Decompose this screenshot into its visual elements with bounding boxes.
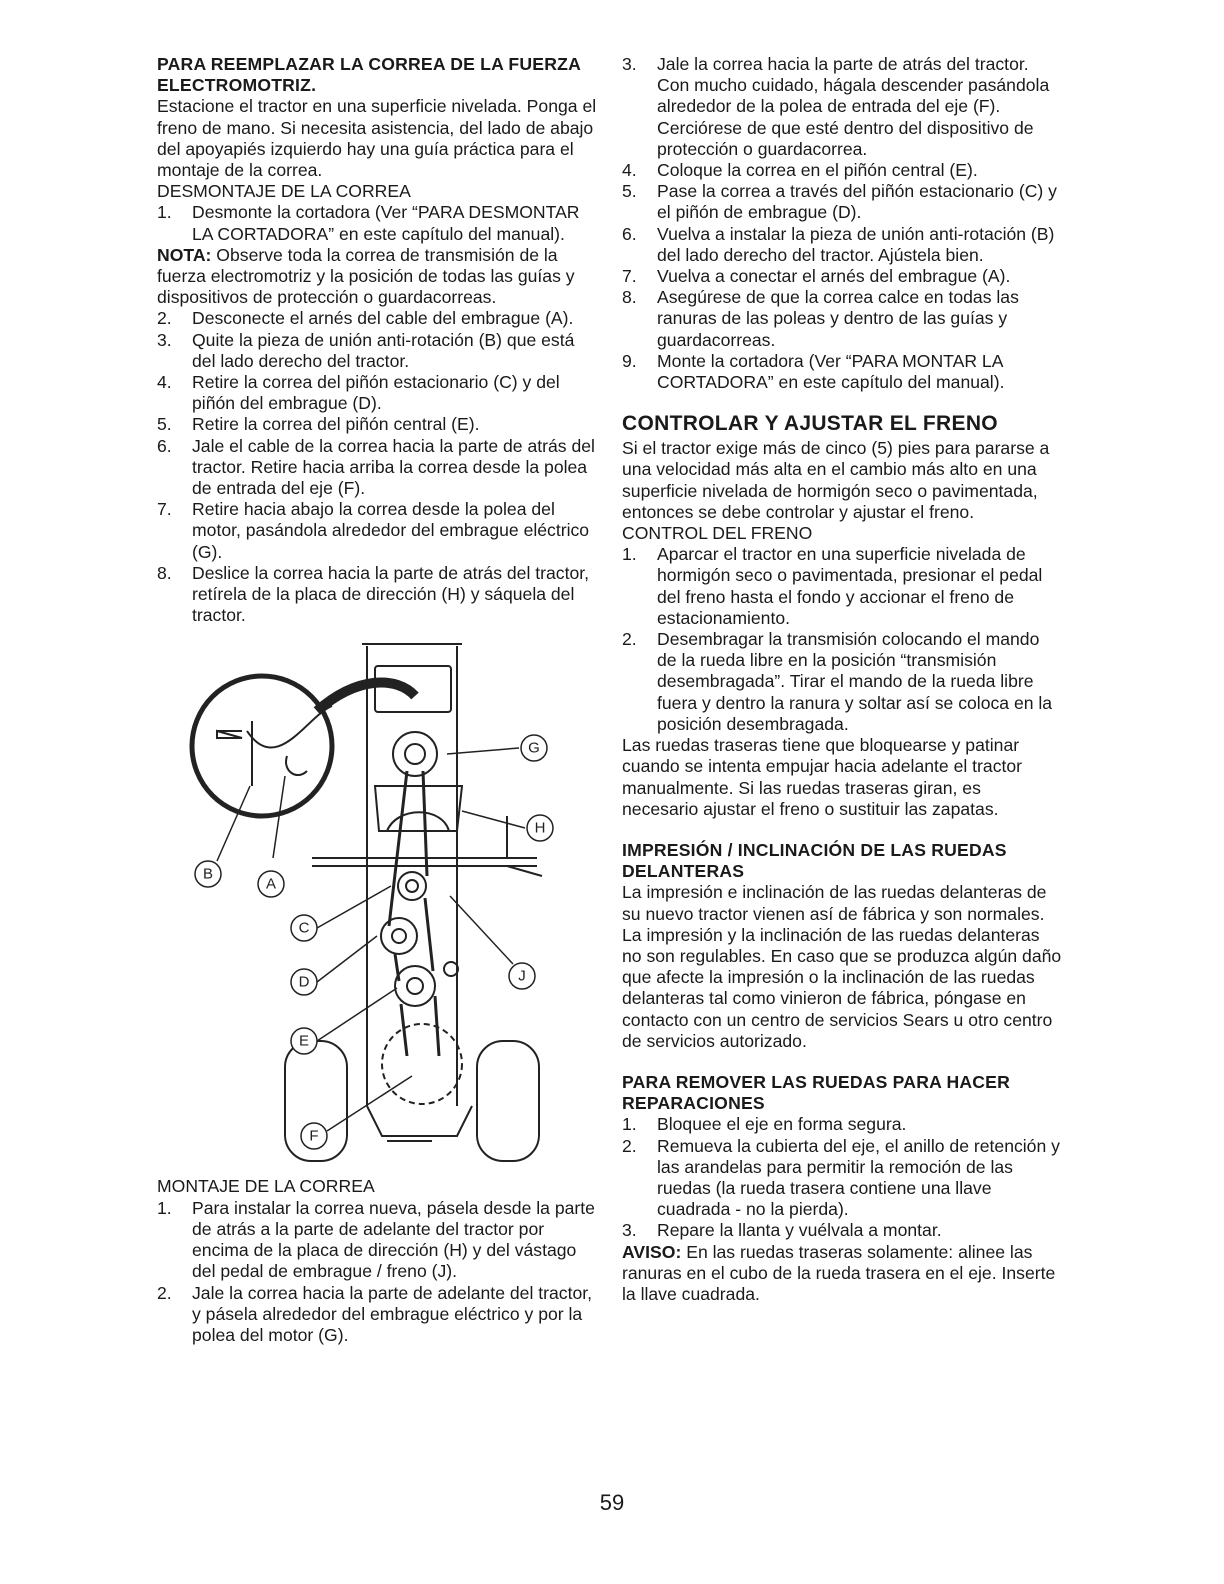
section-heading-camber: IMPRESIÓN / INCLINACIÓN DE LAS RUEDAS DELANTERAS [622,839,1007,882]
belt-routing-diagram [157,636,597,1176]
note-paragraph [157,245,597,309]
brake-step-list [622,544,1062,735]
note-label: NOTA: [157,244,212,265]
subheading-belt-removal: DESMONTAJE DE LA CORREA [157,181,411,202]
label-c: C [298,919,310,937]
removal-step: 3. Quite la pieza de unión anti-rotación (B) que está del lado derecho del tractor. [157,329,575,371]
removal-step: 7. Retire hacia abajo la correa desde la polea del motor, pasándola alrededor del embrague eléctrico (G). [157,499,590,562]
section-heading-replace-belt: PARA REEMPLAZAR LA CORREA DE LA FUERZA ELECTROMOTRIZ. [157,54,581,96]
install-step-list-cont [622,54,1062,393]
note-text: Observe toda la correa de transmisión de la fuerza electromotriz y la posición de todas las guías y dispositivos de protección o guardacorreas. [157,244,575,308]
wheels-step: 2. Remueva la cubierta del eje, el anillo de retención y las arandelas para permitir la remoción de las ruedas (la rueda trasera contiene una llave cuadrada - no la pierda). [622,1135,1060,1220]
subheading-belt-install: MONTAJE DE LA CORREA [157,1176,375,1197]
frame-rails [367,646,457,1106]
install-step: 7. Vuelva a conectar el arnés del embrague (A). [622,266,1011,287]
install-step: 4. Coloque la correa en el piñón central (E). [622,160,978,181]
removal-step-list [157,202,597,244]
right-column [622,54,1062,1305]
label-h: H [534,819,546,837]
install-step: 5. Pase la correa a través del piñón estacionario (C) y el piñón de embrague (D). [622,181,1057,223]
notice-text: En las ruedas traseras solamente: alinee las ranuras en el cubo de la rueda trasera en el eje. Inserte la llave cuadrada. [622,1241,1056,1304]
brake-step: 2. Desembragar la transmisión colocando el mando de la rueda libre en la posición “transmisión desembragada”. Tirar el mando de la rueda libre fuera y dentro la ranura y soltar así se coloca en la posición desembragada. [622,629,1053,734]
install-step: 8. Asegúrese de que la correa calce en todas las ranuras de las poleas y dentro de las guías y guardacorreas. [622,287,1019,350]
install-step-list [157,1198,597,1346]
rear-tire-right [477,1041,539,1161]
install-step: 9. Monte la cortadora (Ver “PARA MONTAR LA CORTADORA” en este capítulo del manual). [622,350,1005,393]
install-step: 6. Vuelva a instalar la pieza de unión anti-rotación (B) del lado derecho del tractor. Ajústela bien. [622,223,1055,265]
brake-intro: Si el tractor exige más de cinco (5) pies para pararse a una velocidad más alta en el cambio más alto en una superficie nivelada de hormigón seco o pavimentada, entonces se debe controlar y ajustar el freno. [622,438,1050,522]
clutch-pulley [381,918,417,954]
install-step: 3. Jale la correa hacia la parte de atrás del tractor. Con mucho cuidado, hágala descender pasándola alrededor de la polea de entrada del eje (F). Cerciórese de que esté dentro del dispositivo de protección o guardacorrea. [622,54,1050,159]
removal-step: 4. Retire la correa del piñón estacionario (C) y del piñón del embrague (D). [157,372,560,414]
center-pulley [395,966,435,1006]
notice-paragraph [622,1242,1062,1306]
replace-belt-intro: Estacione el tractor en una superficie nivelada. Ponga el freno de mano. Si necesita asistencia, del lado de abajo del apoyapiés izquierdo hay una guía práctica para el montaje de la correa. [157,96,597,181]
label-f: F [309,1127,319,1145]
engine-pulley [393,732,437,776]
wheels-step: 3. Repare la llanta y vuélvala a montar. [622,1220,942,1241]
removal-step: 8. Deslice la correa hacia la parte de atrás del tractor, retírela de la placa de dirección (H) y sáquela del tractor. [157,562,590,626]
label-a: A [265,875,277,893]
removal-step-list-cont [157,308,597,626]
notice-label: AVISO: [622,1241,682,1262]
brake-rod [312,858,537,866]
section-heading-wheels: PARA REMOVER LAS RUEDAS PARA HACER REPARACIONES [622,1071,1011,1114]
brake-outro: Las ruedas traseras tiene que bloquearse y patinar cuando se intenta empujar hacia adelante el tractor manualmente. Si las ruedas traseras giran, es necesario ajustar el freno o sustituir las zapatas. [622,735,1023,819]
label-b: B [202,865,214,883]
label-j: J [518,967,526,985]
label-g: G [528,739,540,757]
install-step: 2. Jale la correa hacia la parte de adelante del tractor, y pásela alrededor del embrague eléctrico y por la polea del motor (G). [157,1282,593,1345]
removal-step: 6. Jale el cable de la correa hacia la parte de atrás del tractor. Retire hacia arriba la correa desde la polea de entrada del eje (F). [157,435,595,499]
section-heading-brake: CONTROLAR Y AJUSTAR EL FRENO [622,412,998,436]
removal-step: 5. Retire la correa del piñón central (E). [157,414,480,435]
left-column [157,54,597,1346]
removal-step: 2. Desconecte el arnés del cable del embrague (A). [157,308,574,329]
camber-text: La impresión e inclinación de las ruedas delanteras de su nuevo tractor vienen así de fábrica y son normales. La impresión y la inclinación de las ruedas delanteras no son regulables. En caso que se produzca algún daño que afecte la impresión o la inclinación de las ruedas delanteras tal como vinieron de fábrica, póngase en contacto con un centro de servicios Sears u otro centro de servicios autorizado. [622,882,1062,1051]
subheading-brake-control: CONTROL DEL FRENO [622,523,813,544]
wheels-step-list [622,1114,1062,1241]
removal-step: 1. Desmonte la cortadora (Ver “PARA DESMONTAR LA CORTADORA” en este capítulo del manual). [157,202,580,244]
leader-lines [217,748,525,1131]
label-d: D [298,973,310,991]
install-step: 1. Para instalar la correa nueva, pásela desde la parte de atrás a la parte de adelante del tractor por encima de la placa de dirección (H) y del vástago del pedal de embrague / freno (J). [157,1197,595,1282]
brake-step: 1. Aparcar el tractor en una superficie nivelada de hormigón seco o pavimentada, presionar el pedal del freno hasta el fondo y accionar el freno de estacionamiento. [622,544,1043,628]
callout-circles [195,735,553,1149]
belt-routing-illustration [157,636,597,1176]
steering-plate [375,786,462,831]
label-e: E [298,1032,310,1050]
stationary-pulley [398,872,426,900]
wheels-step: 1. Bloquee el eje en forma segura. [622,1114,907,1135]
page-number: 59 [599,1490,625,1515]
axle-input-pulley [382,1024,462,1104]
